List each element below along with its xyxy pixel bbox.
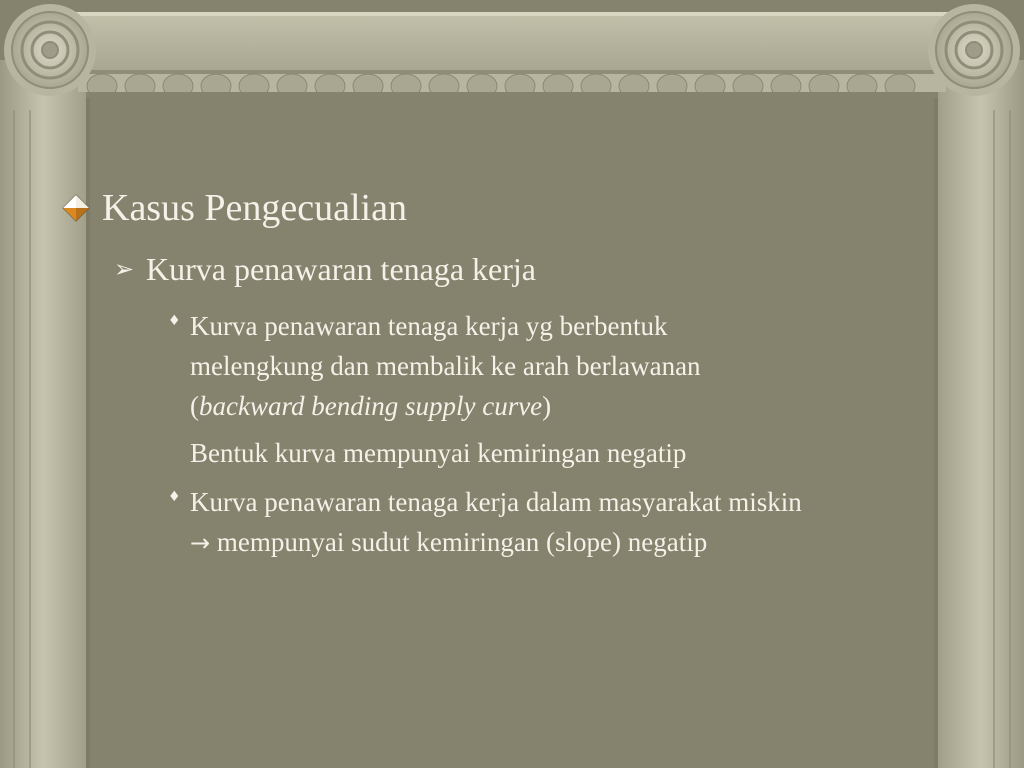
note-text: Bentuk kurva mempunyai kemiringan negatip	[190, 438, 687, 468]
slide-heading: Kasus Pengecualian	[102, 187, 407, 229]
point-1-text	[190, 306, 978, 426]
term-italic: backward bending supply curve	[199, 391, 543, 421]
point-2-line-1: Kurva penawaran tenaga kerja dalam masyarakat miskin	[190, 487, 802, 517]
bullet-point-1	[168, 306, 978, 426]
paren-open: (	[190, 391, 199, 421]
small-diamond-bullet-icon: ♦	[168, 313, 181, 329]
bullet-level2	[114, 250, 536, 288]
point-1-line-1: Kurva penawaran tenaga kerja yg berbentuk	[190, 311, 668, 341]
point-2-text	[190, 482, 978, 563]
diamond-bullet-icon	[62, 194, 90, 222]
point-2-line-2	[190, 522, 978, 563]
point-1-line-2: melengkung dan membalik ke arah berlawanan	[190, 351, 701, 381]
sub-heading: Kurva penawaran tenaga kerja	[146, 251, 536, 287]
paren-close: )	[542, 391, 552, 421]
bullet-level1	[62, 186, 407, 230]
arrowhead-bullet-icon: ➢	[114, 255, 135, 283]
point-1-line-3	[190, 386, 978, 426]
right-arrow-icon: →	[190, 529, 211, 557]
small-diamond-bullet-icon: ♦	[168, 489, 181, 505]
bullet-point-2	[168, 482, 978, 563]
point-2-line-2-text: mempunyai sudut kemiringan (slope) negatip	[216, 527, 708, 557]
